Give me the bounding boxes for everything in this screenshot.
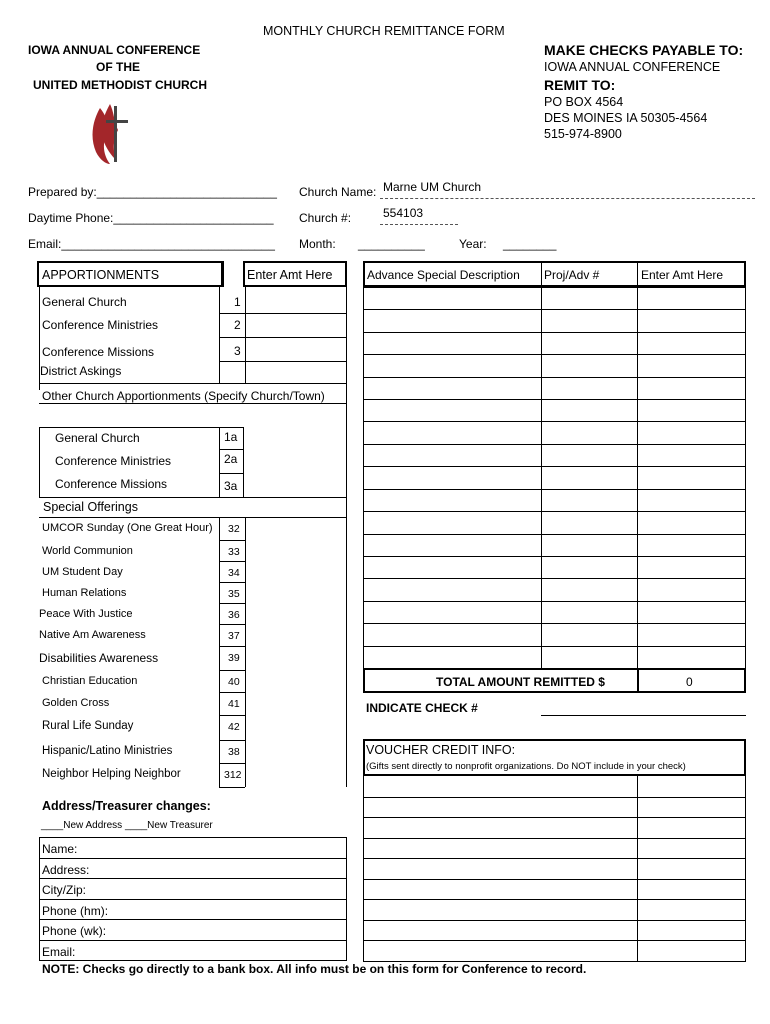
advance-row[interactable]: [364, 647, 744, 667]
advance-row[interactable]: [364, 378, 744, 398]
check-number-label: INDICATE CHECK #: [366, 701, 478, 715]
other-apportionment-label: Conference Ministries: [55, 454, 172, 468]
apportionment-code: 1: [234, 295, 241, 309]
special-offering-code: 34: [228, 567, 240, 579]
voucher-row[interactable]: [364, 900, 744, 919]
voucher-row[interactable]: [364, 777, 744, 796]
payable-heading: MAKE CHECKS PAYABLE TO:: [544, 42, 744, 58]
special-offering-label: Peace With Justice: [39, 608, 133, 620]
special-offering-code: 32: [228, 523, 240, 535]
special-offering-code: 36: [228, 609, 240, 621]
special-offering-label: Golden Cross: [42, 697, 110, 709]
special-offering-amount-input[interactable]: [246, 518, 345, 539]
voucher-heading: VOUCHER CREDIT INFO:: [366, 743, 516, 757]
advance-row[interactable]: [364, 557, 744, 577]
footer-note: NOTE: Checks go directly to a bank box. All info must be on this form for Conference to record.: [42, 962, 587, 976]
apportionments-header: APPORTIONMENTS: [42, 268, 160, 282]
voucher-row[interactable]: [364, 798, 744, 817]
special-offering-label: Human Relations: [42, 587, 127, 599]
apportionment-label: Conference Missions: [42, 345, 155, 359]
project-number-header: Proj/Adv #: [544, 268, 600, 282]
form-title: MONTHLY CHURCH REMITTANCE FORM: [263, 24, 505, 38]
month-field[interactable]: __________: [358, 237, 425, 251]
address-change-field[interactable]: Name:: [42, 842, 78, 856]
apportionment-label: Conference Ministries: [42, 318, 159, 332]
address-change-field[interactable]: Phone (wk):: [42, 924, 107, 938]
other-apportionment-label: Conference Missions: [55, 477, 168, 491]
other-apportionment-code: 3a: [224, 479, 238, 493]
special-offering-amount-input[interactable]: [246, 671, 345, 691]
special-offering-code: 42: [228, 721, 240, 733]
special-offering-amount-input[interactable]: [246, 541, 345, 560]
voucher-row[interactable]: [364, 941, 744, 960]
address-changes-heading: Address/Treasurer changes:: [42, 799, 211, 813]
advance-row[interactable]: [364, 445, 744, 465]
special-offering-code: 40: [228, 676, 240, 688]
cross-and-flame-logo: [88, 100, 132, 166]
advance-row[interactable]: [364, 535, 744, 555]
advance-row[interactable]: [364, 467, 744, 487]
org-line-3: UNITED METHODIST CHURCH: [33, 78, 207, 92]
total-remitted-label: TOTAL AMOUNT REMITTED $: [436, 675, 605, 689]
payable-name: IOWA ANNUAL CONFERENCE: [544, 60, 721, 74]
total-remitted-value[interactable]: 0: [686, 675, 693, 689]
address-changes-options[interactable]: ____New Address ____New Treasurer: [41, 820, 213, 831]
remit-address-2: DES MOINES IA 50305-4564: [544, 111, 708, 125]
year-label: Year:: [459, 237, 487, 251]
special-offering-code: 39: [228, 652, 240, 664]
voucher-row[interactable]: [364, 880, 744, 899]
other-apportionment-code: 2a: [224, 452, 238, 466]
church-name-label: Church Name:: [299, 185, 377, 199]
voucher-note: (Gifts sent directly to nonprofit organizations. Do NOT include in your check): [366, 761, 686, 772]
other-apportionments-header: Other Church Apportionments (Specify Church/Town): [42, 389, 325, 403]
year-field[interactable]: ________: [503, 237, 557, 251]
advance-amount-header: Enter Amt Here: [641, 268, 724, 282]
special-offering-label: UM Student Day: [42, 566, 123, 578]
voucher-row[interactable]: [364, 839, 744, 858]
special-offering-label: UMCOR Sunday (One Great Hour): [42, 522, 213, 534]
check-number-field[interactable]: [541, 715, 746, 716]
special-offering-code: 38: [228, 746, 240, 758]
special-offering-code: 35: [228, 588, 240, 600]
special-offering-amount-input[interactable]: [246, 693, 345, 714]
special-offering-label: World Communion: [42, 545, 133, 557]
org-line-1: IOWA ANNUAL CONFERENCE: [28, 43, 201, 57]
remit-phone: 515-974-8900: [544, 127, 622, 141]
special-offering-label: Christian Education: [42, 675, 138, 687]
special-offering-amount-input[interactable]: [246, 764, 345, 786]
special-offering-amount-input[interactable]: [246, 716, 345, 739]
apportionment-code: 3: [234, 344, 241, 358]
special-offering-label: Rural Life Sunday: [42, 720, 134, 732]
special-offering-code: 33: [228, 546, 240, 558]
special-offering-amount-input[interactable]: [246, 647, 345, 669]
voucher-row[interactable]: [364, 818, 744, 837]
advance-row[interactable]: [364, 512, 744, 532]
advance-row[interactable]: [364, 624, 744, 644]
month-label: Month:: [299, 237, 336, 251]
special-offering-label: Disabilities Awareness: [39, 651, 159, 665]
remit-address-1: PO BOX 4564: [544, 95, 624, 109]
advance-row[interactable]: [364, 400, 744, 420]
special-offering-label: Hispanic/Latino Ministries: [42, 745, 173, 757]
amount-header: Enter Amt Here: [247, 268, 333, 282]
church-number-underline: [380, 224, 458, 225]
advance-row[interactable]: [364, 490, 744, 510]
special-offering-code: 37: [228, 630, 240, 642]
apportionment-label: District Askings: [40, 364, 122, 378]
address-change-field[interactable]: Email:: [42, 945, 76, 959]
daytime-phone-field[interactable]: Daytime Phone:________________________: [28, 211, 274, 225]
special-offering-amount-input[interactable]: [246, 583, 345, 602]
apportionment-code: 2: [234, 318, 241, 332]
advance-row[interactable]: [364, 310, 744, 330]
special-offering-amount-input[interactable]: [246, 562, 345, 581]
voucher-row[interactable]: [364, 859, 744, 878]
advance-row[interactable]: [364, 602, 744, 622]
advance-row[interactable]: [364, 579, 744, 599]
prepared-by-field[interactable]: Prepared by:___________________________: [28, 185, 277, 199]
remit-heading: REMIT TO:: [544, 77, 616, 93]
special-offerings-header: Special Offerings: [43, 500, 138, 514]
church-name-value[interactable]: Marne UM Church: [383, 180, 482, 194]
other-apportionment-code: 1a: [224, 430, 238, 444]
special-offering-amount-input[interactable]: [246, 604, 345, 623]
other-apportionment-label: General Church: [55, 431, 140, 445]
church-number-value[interactable]: 554103: [383, 206, 424, 220]
special-offering-code: 41: [228, 698, 240, 710]
address-change-field[interactable]: City/Zip:: [42, 883, 87, 897]
email-field[interactable]: Email:________________________________: [28, 237, 275, 251]
special-offering-label: Neighbor Helping Neighbor: [42, 768, 181, 780]
special-offering-label: Native Am Awareness: [39, 629, 146, 641]
special-offering-amount-input[interactable]: [246, 741, 345, 762]
voucher-row[interactable]: [364, 921, 744, 940]
address-change-field[interactable]: Phone (hm):: [42, 904, 109, 918]
advance-row[interactable]: [364, 422, 744, 442]
special-offering-code: 312: [224, 769, 242, 781]
church-name-underline: [380, 198, 755, 199]
advance-row[interactable]: [364, 288, 744, 308]
church-number-label: Church #:: [299, 211, 352, 225]
advance-description-header: Advance Special Description: [367, 268, 520, 282]
address-change-field[interactable]: Address:: [42, 863, 90, 877]
special-offering-amount-input[interactable]: [246, 625, 345, 645]
apportionment-label: General Church: [42, 295, 127, 309]
advance-row[interactable]: [364, 355, 744, 375]
advance-row[interactable]: [364, 333, 744, 353]
org-line-2: OF THE: [96, 60, 140, 74]
